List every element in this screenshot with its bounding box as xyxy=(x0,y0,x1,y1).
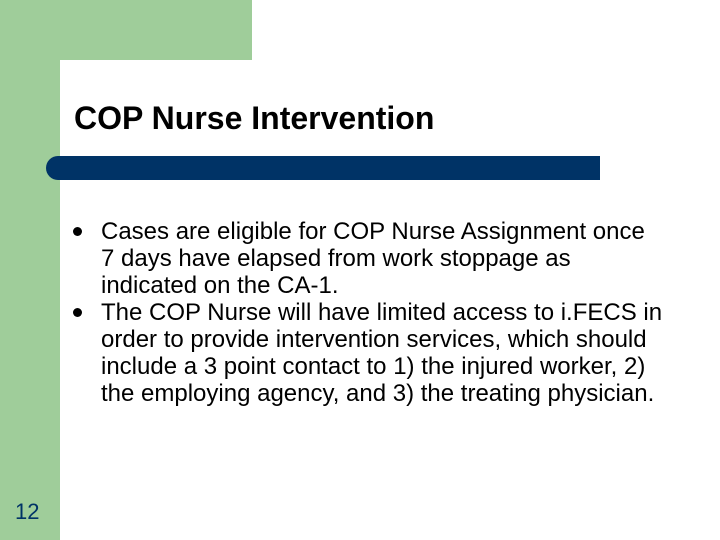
decorative-green-left-band xyxy=(0,0,60,540)
bullet-item xyxy=(73,218,663,299)
bullet-dot-icon xyxy=(73,227,82,236)
bullet-text: The COP Nurse will have limited access to i.FECS in order to provide intervention services, which should include a 3 point contact to 1) the injured worker, 2) the employing agency, and 3) the treating physician. xyxy=(101,299,663,407)
bullet-item xyxy=(73,299,663,407)
title-underline-bar xyxy=(46,156,600,180)
slide-title: COP Nurse Intervention xyxy=(74,100,435,136)
bullet-text: Cases are eligible for COP Nurse Assignment once 7 days have elapsed from work stoppage as indicated on the CA-1. xyxy=(101,218,645,299)
bullet-dot-icon xyxy=(73,308,82,317)
page-number: 12 xyxy=(15,499,40,524)
bullet-list xyxy=(73,218,663,407)
